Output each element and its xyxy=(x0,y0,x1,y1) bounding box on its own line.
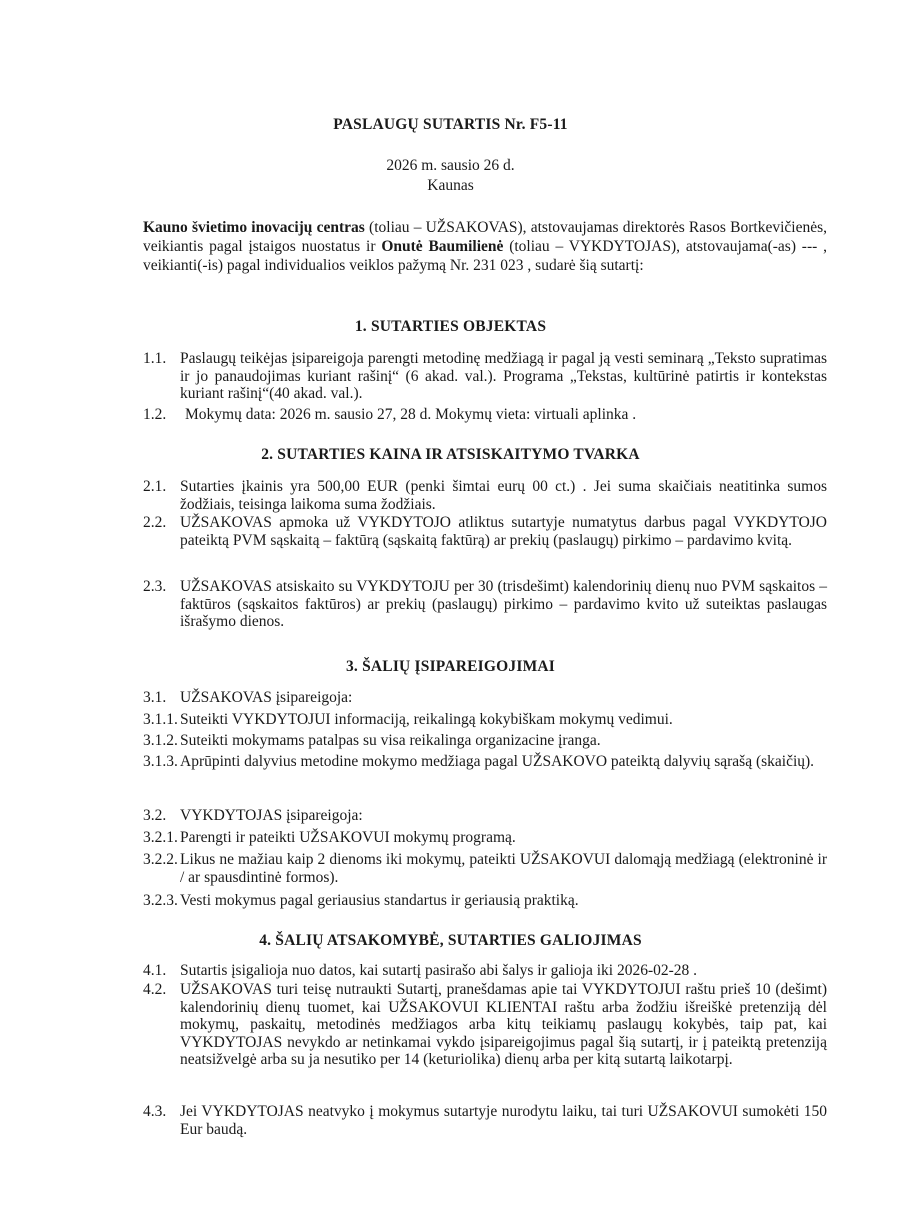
clause-number: 2.3. xyxy=(143,578,167,595)
clause-4-3 xyxy=(143,1103,827,1138)
clause-number: 3.2.3. xyxy=(143,892,178,909)
clause-number: 4.1. xyxy=(143,962,167,979)
clause-number: 3.1.2. xyxy=(143,732,178,749)
clause-1-2 xyxy=(143,406,827,424)
clause-number: 3.2.2. xyxy=(143,851,178,868)
clause-2-3 xyxy=(143,578,827,631)
clause-text: Suteikti mokymams patalpas su visa reikalinga organizacine įranga. xyxy=(180,732,601,749)
clause-number: 3.2.1. xyxy=(143,829,178,846)
clause-2-1 xyxy=(143,478,827,513)
clause-3-2 xyxy=(143,807,827,825)
clause-text: Mokymų data: 2026 m. sausio 27, 28 d. Mokymų vieta: virtuali aplinka . xyxy=(185,406,637,423)
clause-1-1 xyxy=(143,350,827,403)
clause-number: 2.1. xyxy=(143,478,167,495)
clause-number: 3.1.1. xyxy=(143,711,178,728)
clause-text: Suteikti VYKDYTOJUI informaciją, reikalingą kokybiškam mokymų vedimui. xyxy=(180,711,673,728)
clause-text: Jei VYKDYTOJAS neatvyko į mokymus sutartyje nurodytu laiku, tai turi UŽSAKOVUI sumokėti 150 Eur baudą. xyxy=(180,1103,827,1138)
clause-number: 1.1. xyxy=(143,350,167,367)
clause-text: Aprūpinti dalyvius metodine mokymo medžiaga pagal UŽSAKOVO pateiktą dalyvių sąrašą (skaičių). xyxy=(180,753,815,770)
clause-text: UŽSAKOVAS apmoka už VYKDYTOJO atliktus sutartyje numatytus darbus pagal VYKDYTOJO pateiktą PVM sąskaitą – faktūrą (sąskaitą faktūrą) ar prekių (paslaugų) pirkimo – pardavimo kvitą. xyxy=(180,514,827,549)
clause-text: Parengti ir pateikti UŽSAKOVUI mokymų programą. xyxy=(180,829,516,846)
clause-text: Likus ne mažiau kaip 2 dienoms iki mokymų, pateikti UŽSAKOVUI dalomąją medžiagą (elektroninė ir / ar spausdintinė formos). xyxy=(180,851,827,886)
intro-paragraph xyxy=(143,218,827,275)
section-heading-3: 3. ŠALIŲ ĮSIPAREIGOJIMAI xyxy=(345,658,556,675)
clause-4-2 xyxy=(143,981,827,1069)
clause-3-2-3 xyxy=(143,892,827,910)
document-title: PASLAUGŲ SUTARTIS Nr. F5-11 xyxy=(333,116,568,133)
clause-number: 4.3. xyxy=(143,1103,167,1120)
document-date: 2026 m. sausio 26 d. xyxy=(386,157,515,174)
section-heading-4: 4. ŠALIŲ ATSAKOMYBĖ, SUTARTIES GALIOJIMAS xyxy=(259,932,642,949)
clause-3-1 xyxy=(143,689,827,707)
intro-text-1: (toliau – UŽSAKOVAS), atstovaujamas direktorės Rasos Bortkevičienės, veikiantis pagal įstaigos nuostatus ir xyxy=(143,219,827,255)
client-name: Kauno švietimo inovacijų centras xyxy=(143,219,365,236)
clause-text: Paslaugų teikėjas įsipareigoja parengti metodinę medžiagą ir pagal ją vesti seminarą „Teksto supratimas ir jo panaudojimas kuriant rašinį“ (6 akad. val.). Programa „Tekstas, kultūrinė patirtis ir kontekstas kuriant rašinį“(40 akad. val.). xyxy=(180,350,827,402)
clause-text: Sutarties įkainis yra 500,00 EUR (penki šimtai eurų 00 ct.) . Jei suma skaičiais neatitinka sumos žodžiais, teisinga laikoma suma žodžiais. xyxy=(180,478,827,513)
clause-3-2-2 xyxy=(143,851,827,886)
clause-text: UŽSAKOVAS atsiskaito su VYKDYTOJU per 30 (trisdešimt) kalendorinių dienų nuo PVM sąskaitos – faktūros (sąskaitos faktūros) ar prekių (paslaugų) pirkimo – pardavimo kvito už suteiktas paslaugas išrašymo dienos. xyxy=(180,578,827,630)
clause-text: Sutartis įsigalioja nuo datos, kai sutartį pasirašo abi šalys ir galioja iki 2026-02-28 . xyxy=(180,962,698,979)
clause-number: 2.2. xyxy=(143,514,167,531)
clause-number: 1.2. xyxy=(143,406,167,423)
clause-4-1 xyxy=(143,962,827,980)
clause-3-1-2 xyxy=(143,732,827,750)
clause-number: 3.1. xyxy=(143,689,167,706)
intro-text-2: (toliau – VYKDYTOJAS), atstovaujama(-as) --- , veikianti(-is) pagal individualios veiklos pažymą Nr. 231 023 , sudarė šią sutartį: xyxy=(143,238,827,274)
document-city: Kaunas xyxy=(427,177,474,194)
clause-text: Vesti mokymus pagal geriausius standartus ir geriausią praktiką. xyxy=(180,892,579,909)
clause-3-2-1 xyxy=(143,829,827,847)
clause-text: VYKDYTOJAS įsipareigoja: xyxy=(180,807,363,824)
section-heading-1: 1. SUTARTIES OBJEKTAS xyxy=(354,318,547,335)
clause-number: 3.1.3. xyxy=(143,753,178,770)
clause-number: 3.2. xyxy=(143,807,167,824)
clause-3-1-3 xyxy=(143,753,827,771)
contractor-name: Onutė Baumilienė xyxy=(381,238,504,255)
clause-text: UŽSAKOVAS turi teisę nutraukti Sutartį, pranešdamas apie tai VYKDYTOJUI raštu prieš 10 (dešimt) kalendorinių dienų tuomet, kai UŽSAKOVUI KLIENTAI raštu arba žodžiu išreiškė pretenziją dėl mokymų, paskaitų, metodinės medžiagos arba kitų teikiamų paslaugų kokybės, taip pat, kai VYKDYTOJAS nevykdo ar netinkamai vykdo įsipareigojimus pagal šią sutartį, ir į pateiktą pretenziją neatsižvelgė arba su ja nesutiko per 14 (keturiolika) dienų arba per kitą sutartą laikotarpį. xyxy=(180,981,827,1068)
section-heading-2: 2. SUTARTIES KAINA IR ATSISKAITYMO TVARKA xyxy=(261,446,640,463)
clause-3-1-1 xyxy=(143,711,827,729)
clause-number: 4.2. xyxy=(143,981,167,998)
clause-text: UŽSAKOVAS įsipareigoja: xyxy=(180,689,353,706)
clause-2-2 xyxy=(143,514,827,549)
